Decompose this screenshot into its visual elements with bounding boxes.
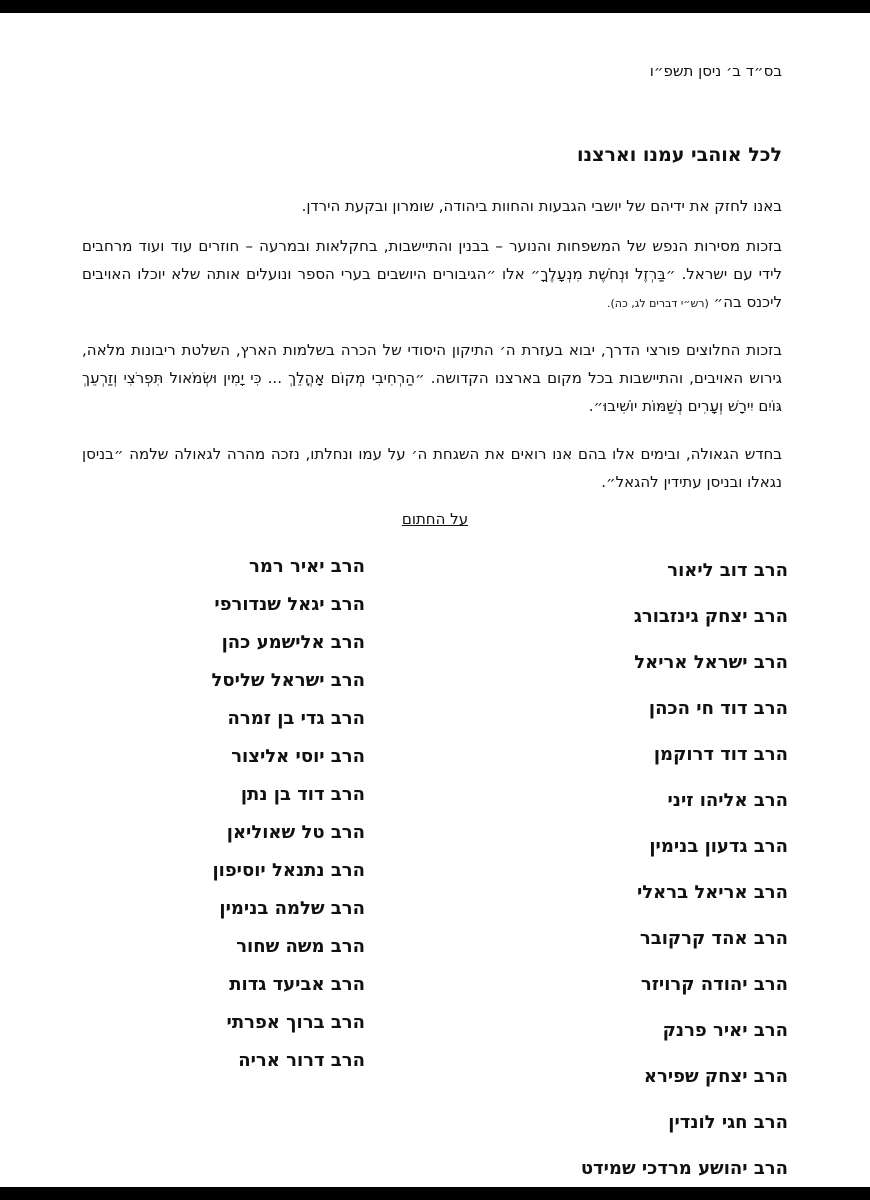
paragraph-1	[82, 192, 782, 220]
signatures-title: על החתום	[401, 510, 469, 528]
signatory-name: הרב אהד קרקובר	[639, 928, 788, 949]
signatory-name: הרב ישראל שליסל	[211, 670, 365, 691]
signatory-name: הרב יגאל שנדורפי	[214, 594, 365, 615]
signatory-name: הרב יהושע מרדכי שמידט	[580, 1158, 788, 1179]
signatory-name: הרב טל שאוליאן	[226, 822, 365, 843]
paragraph-3-text: בזכות החלוצים פורצי הדרך, יבוא בעזרת ה׳ התיקון היסודי של הכרה בשלמות הארץ, השלטת ריבונות מלאה, גירוש האויבים, והתיישבות בכל מקום בארצנו הקדושה. ״הַרְחִיבִי מְקוֹם אָהֳלֵךְ ... כִּי יָמִין וּשְׂמֹאול תִּפְרֹצִי וְזַרְעֵךְ גּוֹיִם יִירָשׁ וְעָרִים נְשַׁמּוֹת יוֹשִׁיבוּ״.	[82, 341, 782, 415]
bottom-border-bar	[0, 1187, 870, 1200]
signatory-name: הרב משה שחור	[236, 936, 365, 957]
citation: (רש״י דברים לג, כה).	[607, 297, 709, 310]
signatory-name: הרב גדעון בנימין	[649, 836, 788, 857]
signatory-name: הרב שלמה בנימין	[219, 898, 365, 919]
paragraph-1-text: באנו לחזק את ידיהם של יושבי הגבעות והחוות ביהודה, שומרון ובקעת הירדן.	[301, 197, 782, 215]
signatory-name: הרב ברוך אפרתי	[226, 1012, 365, 1033]
paragraph-3	[82, 336, 782, 420]
signatory-name: הרב יאיר פרנק	[662, 1020, 788, 1041]
signatory-name: הרב גדי בן זמרה	[227, 708, 365, 729]
signatory-name: הרב יצחק שפירא	[643, 1066, 788, 1087]
signatory-name: הרב ישראל אריאל	[634, 652, 788, 673]
paragraph-4-text: בחדש הגאולה, ובימים אלו בהם אנו רואים את השגחת ה׳ על עמו ונחלתו, נזכה מהרה לגאולה שלמה ״בניסן נגאלו ובניסן עתידין להגאל״.	[82, 445, 782, 491]
signatory-name: הרב דוב ליאור	[667, 560, 788, 581]
paragraph-2	[82, 232, 782, 318]
signatory-name: הרב אביעד גדות	[229, 974, 365, 995]
paragraph-2-text: בזכות מסירות הנפש של המשפחות והנוער – בבנין והתיישבות, בחקלאות ובמרעה – חוזרים עוד ועוד מרחבים לידי עם ישראל. ״בַּרְזֶל וּנְחֹשֶׁת מִנְעָלֶךָ״ אלו ״הגיבורים היושבים בערי הספר ונועלים אותה שלא יוכלו האויבים ליכנס בה״	[82, 237, 782, 311]
signatures-right-column	[581, 548, 788, 1192]
signatory-name: הרב דוד חי הכהן	[648, 698, 788, 719]
signatory-name: הרב דוד דרוקמן	[653, 744, 788, 765]
signatory-name: הרב אלישמע כהן	[221, 632, 365, 653]
date-line: בס״ד ב׳ ניסן תשפ״ו	[649, 62, 782, 80]
signatory-name: הרב אליהו זיני	[667, 790, 788, 811]
signatory-name: הרב אריאל בראלי	[636, 882, 788, 903]
signatory-name: הרב דרור אריה	[238, 1050, 365, 1071]
signatory-name: הרב יאיר רמר	[249, 556, 365, 577]
signatory-name: הרב נתנאל יוסיפון	[212, 860, 365, 881]
signatory-name: הרב חגי לונדין	[668, 1112, 788, 1133]
signatory-name: הרב דוד בן נתן	[240, 784, 365, 805]
signatory-name: הרב יצחק גינזבורג	[633, 606, 788, 627]
signatures-left-column	[212, 548, 365, 1080]
signatory-name: הרב יהודה קרויזר	[640, 974, 788, 995]
letter-heading: לכל אוהבי עמנו וארצנו	[576, 144, 782, 166]
signatory-name: הרב יוסי אליצור	[231, 746, 365, 767]
paragraph-4	[82, 440, 782, 496]
